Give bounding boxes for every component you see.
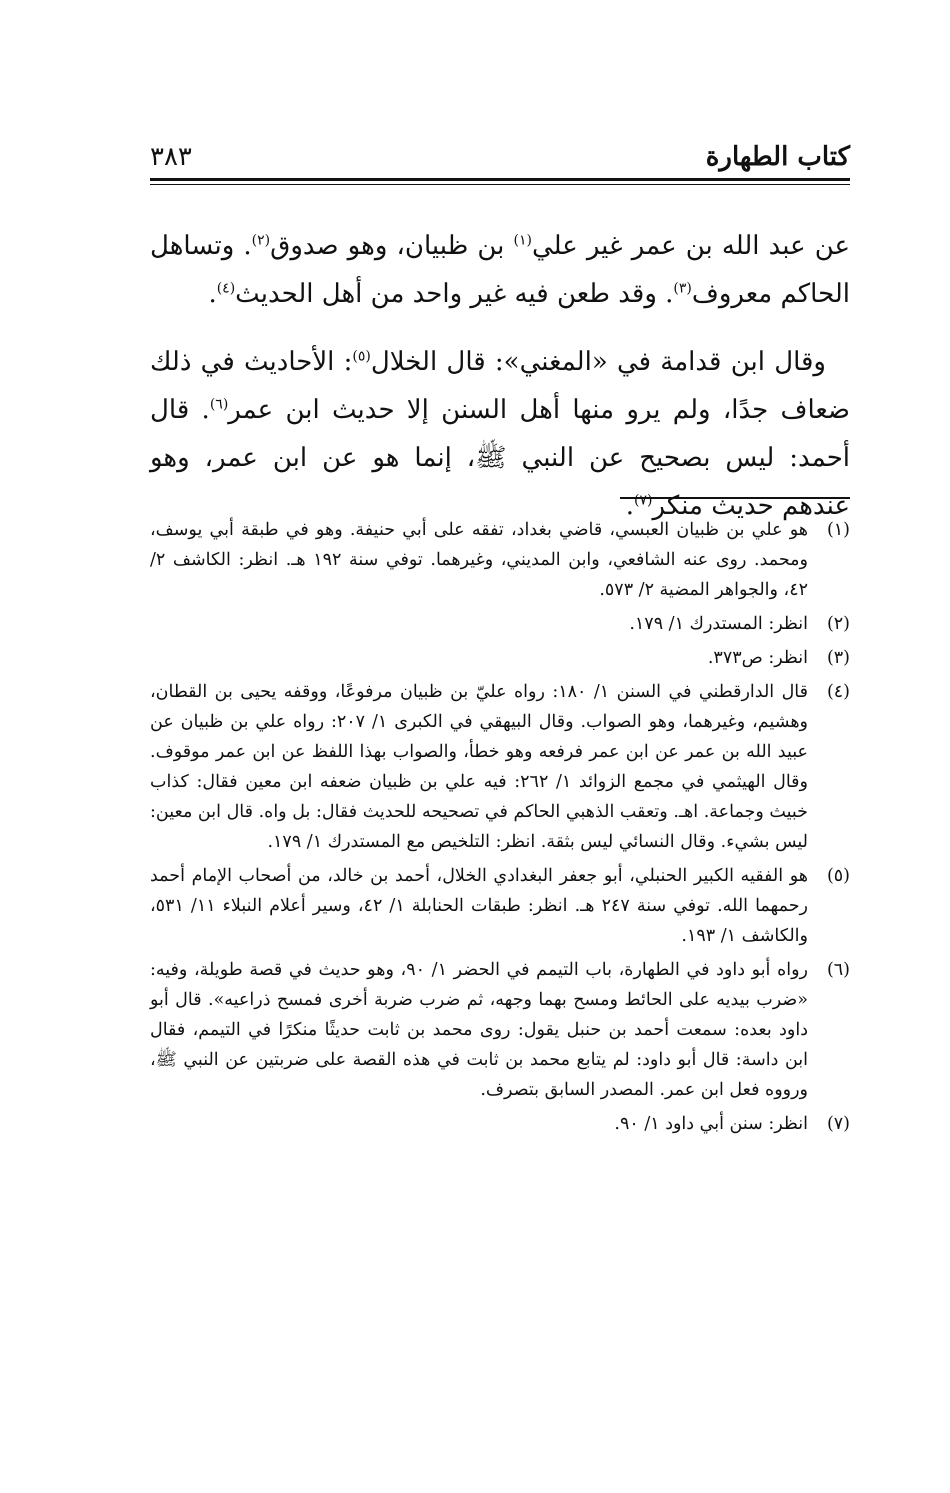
footnote-number: (٣)	[826, 648, 850, 668]
footnote-text: انظر: سنن أبي داود ١/ ٩٠.	[614, 1114, 808, 1134]
running-header	[150, 132, 850, 172]
paragraph-2	[150, 338, 850, 530]
footnote-number: (٧)	[826, 1114, 850, 1134]
paragraph-1	[150, 222, 850, 318]
footnote-number: (٥)	[826, 866, 850, 886]
footnote-text: قال الدارقطني في السنن ١/ ١٨٠: رواه عليّ بن ظبيان مرفوعًا، ووقفه يحيى بن القطان، وهشيم، وغيرهما، وهو الصواب. وقال البيهقي في الكبرى ١/ ٢٠٧: رواه علي بن ظبيان عن عبيد الله بن عمر عن ابن عمر فرفعه وهو خطأ، والصواب بهذا اللفظ عن ابن عمر موقوف. وقال الهيثمي في مجمع الزوائد ١/ ٢٦٢: فيه علي بن ظبيان ضعفه ابن معين فقال: كذاب خبيث وجماعة. اهـ. وتعقب الذهبي الحاكم في تصحيحه للحديث فقال: بل واه. قال ابن معين: ليس بشيء. وقال النسائي ليس بثقة. انظر: التلخيص مع المستدرك ١/ ١٧٩.	[150, 682, 809, 852]
footnote-ref-4: (٤)	[216, 280, 236, 297]
footnote-ref-3: (٣)	[673, 280, 692, 297]
footnote-ref-1: (١)	[513, 232, 532, 249]
footnote-text: انظر: المستدرك ١/ ١٧٩.	[629, 614, 808, 634]
footnote-ref-7: (٧)	[634, 492, 653, 509]
text-run: . وقد طعن فيه غير واحد من أهل الحديث	[235, 279, 674, 309]
text-run: : الأحاديث في ذلك ضعاف جدًا، ولم يرو منها أهل السنن إلا حديث ابن عمر	[150, 347, 850, 425]
book-title: كتاب الطهارة	[705, 142, 850, 172]
footnote-1	[150, 515, 850, 605]
footnote-number: (٢)	[826, 614, 850, 634]
footnote-number: (١)	[826, 520, 850, 540]
text-run: . قال أحمد: ليس بصحيح عن النبي ﷺ، إنما هو عن ابن عمر، وهو عندهم حديث منكر	[150, 395, 850, 521]
footnote-ref-5: (٥)	[352, 348, 371, 365]
footnote-ref-6: (٦)	[209, 396, 229, 413]
footnote-6	[150, 955, 850, 1105]
footnote-number: (٤)	[826, 682, 850, 702]
footnote-7	[150, 1109, 850, 1139]
text-run: وقال ابن قدامة في «المغني»: قال الخلال	[370, 347, 826, 377]
text-run: .	[208, 279, 217, 309]
footnote-text: هو الفقيه الكبير الحنبلي، أبو جعفر البغدادي الخلال، أحمد بن خالد، من أصحاب الإمام أحمد رحمهما الله. توفي سنة ٢٤٧ هـ. انظر: طبقات الحنابلة ١/ ٤٢، وسير أعلام النبلاء ١١/ ٥٣١، والكاشف ١/ ١٩٣.	[150, 866, 808, 946]
footnote-2	[150, 609, 850, 639]
footnote-ref-2: (٢)	[251, 232, 271, 249]
footnote-text: رواه أبو داود في الطهارة، باب التيمم في الحضر ١/ ٩٠، وهو حديث في قصة طويلة، وفيه: «ضرب بيديه على الحائط ومسح بهما وجهه، ثم ضرب ضربة أخرى فمسح ذراعيه». قال أبو داود بعده: سمعت أحمد بن حنبل يقول: روى محمد بن ثابت حديثًا منكرًا في التيمم، فقال ابن داسة: قال أبو داود: لم يتابع محمد بن ثابت في هذه القصة على ضربتين عن النبي ﷺ، ورووه فعل ابن عمر. المصدر السابق بتصرف.	[150, 960, 808, 1100]
page-number: ٣٨٣	[150, 142, 192, 172]
footnote-text: هو علي بن ظبيان العبسي، قاضي بغداد، تفقه على أبي حنيفة. وهو في طبقة أبي يوسف، ومحمد. روى عنه الشافعي، وابن المديني، وغيرهما. توفي سنة ١٩٢ هـ. انظر: الكاشف ٢/ ٤٢، والجواهر المضية ٢/ ٥٧٣.	[150, 520, 808, 600]
footnote-separator	[620, 497, 850, 499]
text-run: . وتساهل الحاكم معروف	[150, 231, 850, 309]
footnote-5	[150, 861, 850, 951]
footnotes	[150, 515, 850, 1143]
footnote-4	[150, 677, 850, 857]
header-rule-thin	[150, 184, 850, 185]
text-run: .	[625, 491, 635, 521]
footnote-number: (٦)	[826, 960, 850, 980]
footnote-3	[150, 643, 850, 673]
header-rule-thick	[150, 178, 850, 181]
main-text	[150, 222, 850, 550]
footnote-text: انظر: ص٣٧٣.	[707, 648, 808, 668]
text-run: عن عبد الله بن عمر غير علي	[531, 231, 851, 261]
text-run: بن ظبيان، وهو صدوق	[270, 231, 514, 261]
